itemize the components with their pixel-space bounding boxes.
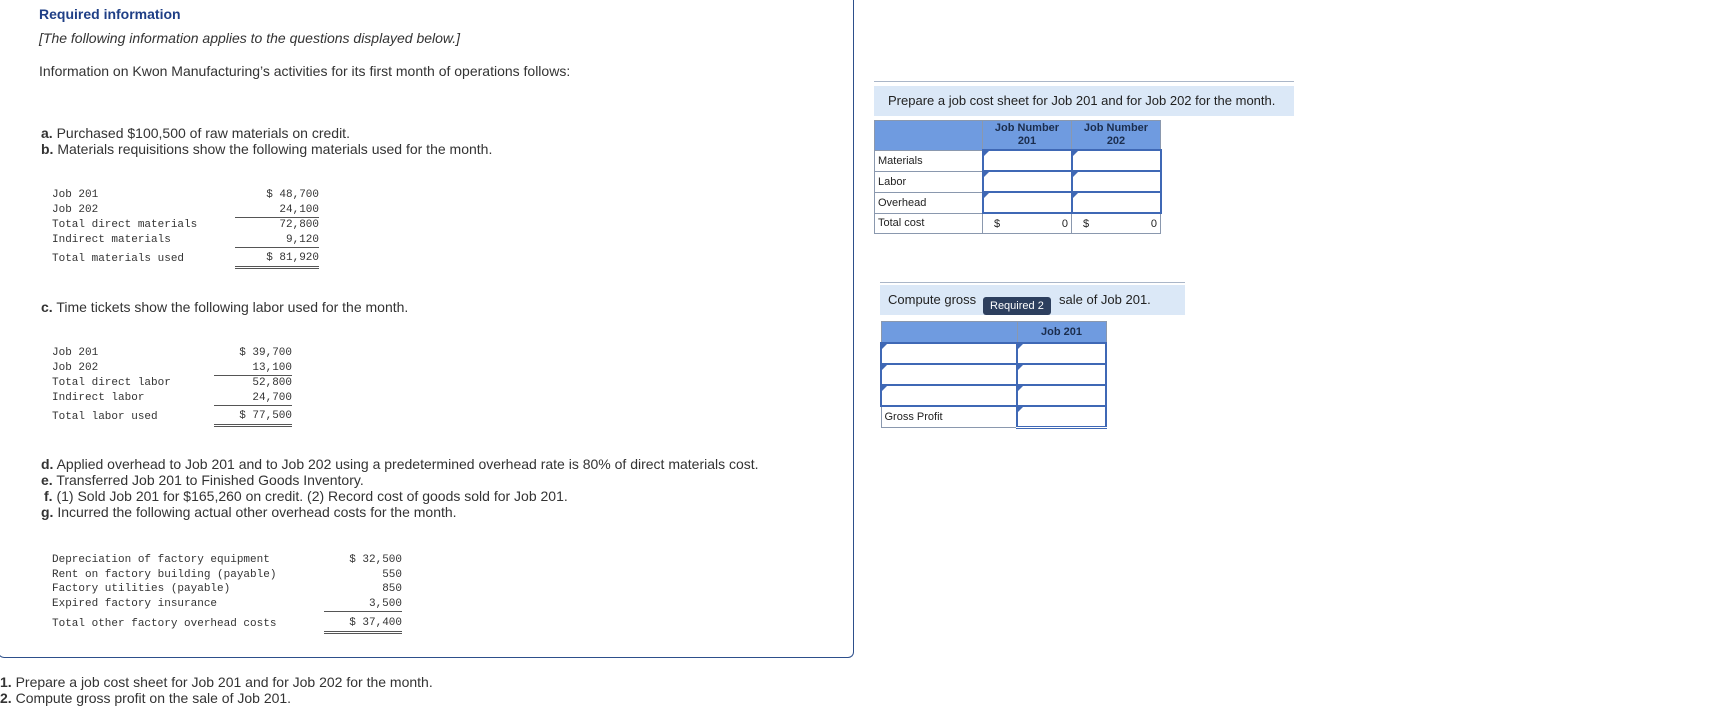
table-row (52, 582, 402, 597)
row-value: $ 81,920 (235, 248, 319, 268)
labor-table (52, 346, 292, 427)
required-2-tab-divider (880, 282, 1185, 283)
gross-profit-label: Gross Profit (881, 406, 1017, 428)
question-2 (0, 690, 291, 706)
row-label: Expired factory insurance (52, 597, 218, 610)
job-201-header: Job 201 (1017, 322, 1106, 344)
table-row (52, 597, 402, 612)
total-cost-job-202-value: 0 (1150, 217, 1157, 230)
row-label: Total direct materials (52, 218, 198, 231)
gross-profit-amount-input-2[interactable] (1017, 364, 1106, 385)
job-cost-sheet-table (874, 120, 1162, 234)
table-row (52, 218, 319, 233)
job-202-header: Job Number 202 (1072, 121, 1161, 151)
row-label: Job 202 (52, 203, 99, 216)
question-2-text: Compute gross profit on the sale of Job 201. (15, 690, 292, 706)
table-row (875, 192, 1161, 213)
currency-symbol: $ (994, 217, 1001, 230)
table-row (52, 612, 402, 633)
overhead-job-202-input[interactable] (1072, 192, 1161, 213)
row-value: 13,100 (214, 361, 292, 376)
table-row (52, 361, 292, 376)
question-1 (0, 674, 433, 690)
item-f-text: (1) Sold Job 201 for $165,260 on credit. (2) Record cost of goods sold for Job 201. (56, 488, 568, 504)
row-value: $ 39,700 (239, 347, 292, 359)
required-2-prompt-end: sale of Job 201. (1059, 292, 1151, 307)
item-a-label: a. (41, 125, 53, 141)
gross-profit-amount-input[interactable] (1017, 406, 1106, 428)
item-c (41, 299, 408, 315)
row-value: $ 77,500 (214, 406, 292, 426)
gross-profit-table (880, 321, 1107, 429)
required-1-prompt: Prepare a job cost sheet for Job 201 and for Job 202 for the month. (874, 86, 1294, 116)
row-label: Total direct labor (52, 376, 171, 389)
question-2-num: 2. (0, 690, 12, 706)
row-label: Job 202 (52, 361, 99, 374)
job-201-header: Job Number 201 (983, 121, 1072, 151)
row-value: 72,800 (279, 219, 319, 231)
row-label-overhead: Overhead (875, 192, 983, 213)
question-1-num: 1. (0, 674, 12, 690)
item-b-text: Materials requisitions show the following materials used for the month. (57, 141, 493, 157)
required-2-tooltip: Required 2 (983, 297, 1051, 315)
item-c-label: c. (41, 299, 53, 315)
table-header-row (875, 121, 1161, 151)
row-value: 24,700 (214, 391, 292, 406)
info-intro: Information on Kwon Manufacturing’s activities for its first month of operations follows: (39, 63, 571, 79)
info-note: [The following information applies to the questions displayed below.] (39, 30, 461, 46)
row-value: 850 (382, 583, 402, 595)
table-row (52, 376, 292, 391)
total-cost-job-202 (1072, 213, 1161, 234)
row-label: Job 201 (52, 189, 99, 201)
row-label: Total labor used (52, 410, 158, 423)
item-d-text: Applied overhead to Job 201 and to Job 202 using a predetermined overhead rate is 80% of direct materials cost. (56, 456, 759, 472)
row-value: 550 (382, 568, 402, 581)
table-row (875, 150, 1161, 171)
row-label: Rent on factory building (payable) (52, 568, 277, 581)
table-row (52, 233, 319, 248)
question-1-text: Prepare a job cost sheet for Job 201 and for Job 202 for the month. (15, 674, 433, 690)
item-g-label: g. (41, 504, 54, 520)
row-value: $ 32,500 (349, 554, 402, 566)
table-row (881, 364, 1106, 385)
table-row (881, 343, 1106, 364)
overhead-job-201-input[interactable] (983, 192, 1072, 213)
gross-profit-amount-input-3[interactable] (1017, 385, 1106, 406)
item-f-label: f. (44, 488, 53, 504)
table-row (52, 391, 292, 406)
total-cost-job-201-value: 0 (1061, 217, 1068, 230)
row-value: 52,800 (252, 377, 292, 389)
table-row (52, 346, 292, 361)
table-row (52, 568, 402, 583)
materials-job-202-input[interactable] (1072, 150, 1161, 171)
gross-profit-label-input-1[interactable] (881, 343, 1017, 364)
row-value: $ 48,700 (266, 189, 319, 201)
row-label: Factory utilities (payable) (52, 583, 231, 595)
item-c-text: Time tickets show the following labor used for the month. (56, 299, 409, 315)
item-d-label: d. (41, 456, 54, 472)
item-e (41, 472, 364, 488)
row-label: Indirect labor (52, 391, 145, 404)
row-label: Total materials used (52, 252, 185, 265)
table-row (52, 406, 292, 426)
item-g-text: Incurred the following actual other overhead costs for the month. (57, 504, 457, 520)
required-2-prompt-start: Compute gross (888, 292, 977, 307)
labor-job-202-input[interactable] (1072, 171, 1161, 192)
overhead-table (52, 553, 402, 634)
row-label: Total other factory overhead costs (52, 617, 277, 630)
required-information-title: Required information (39, 6, 181, 22)
materials-job-201-input[interactable] (983, 150, 1072, 171)
gross-profit-label-input-2[interactable] (881, 364, 1017, 385)
row-label-materials: Materials (875, 150, 983, 171)
gross-profit-label-input-3[interactable] (881, 385, 1017, 406)
row-label-labor: Labor (875, 171, 983, 192)
table-row (881, 406, 1106, 428)
item-f (44, 488, 568, 504)
row-label: Job 201 (52, 347, 99, 359)
row-value: $ 37,400 (324, 612, 402, 633)
table-header-row (881, 322, 1106, 344)
item-d (41, 456, 759, 472)
blank-header (875, 121, 983, 151)
table-row (52, 248, 319, 268)
table-row (52, 188, 319, 203)
item-b (41, 141, 492, 157)
labor-job-201-input[interactable] (983, 171, 1072, 192)
row-value: 9,120 (235, 233, 319, 248)
table-row (875, 213, 1161, 234)
row-value: 3,500 (324, 597, 402, 612)
gross-profit-amount-input-1[interactable] (1017, 343, 1106, 364)
item-e-label: e. (41, 472, 53, 488)
table-row (52, 203, 319, 218)
blank-header (881, 322, 1017, 344)
table-row (881, 385, 1106, 406)
currency-symbol: $ (1083, 217, 1090, 230)
row-label-total-cost: Total cost (875, 213, 983, 234)
item-e-text: Transferred Job 201 to Finished Goods Inventory. (56, 472, 364, 488)
table-row (52, 553, 402, 568)
row-label: Depreciation of factory equipment (52, 554, 270, 566)
total-cost-job-201 (983, 213, 1072, 234)
item-b-label: b. (41, 141, 54, 157)
item-a-text: Purchased $100,500 of raw materials on credit. (56, 125, 350, 141)
row-value: 24,100 (235, 203, 319, 218)
required-1-tab-divider (874, 81, 1294, 82)
table-row (875, 171, 1161, 192)
item-a (41, 125, 350, 141)
row-label: Indirect materials (52, 233, 171, 246)
materials-table (52, 188, 319, 269)
item-g (41, 504, 457, 520)
